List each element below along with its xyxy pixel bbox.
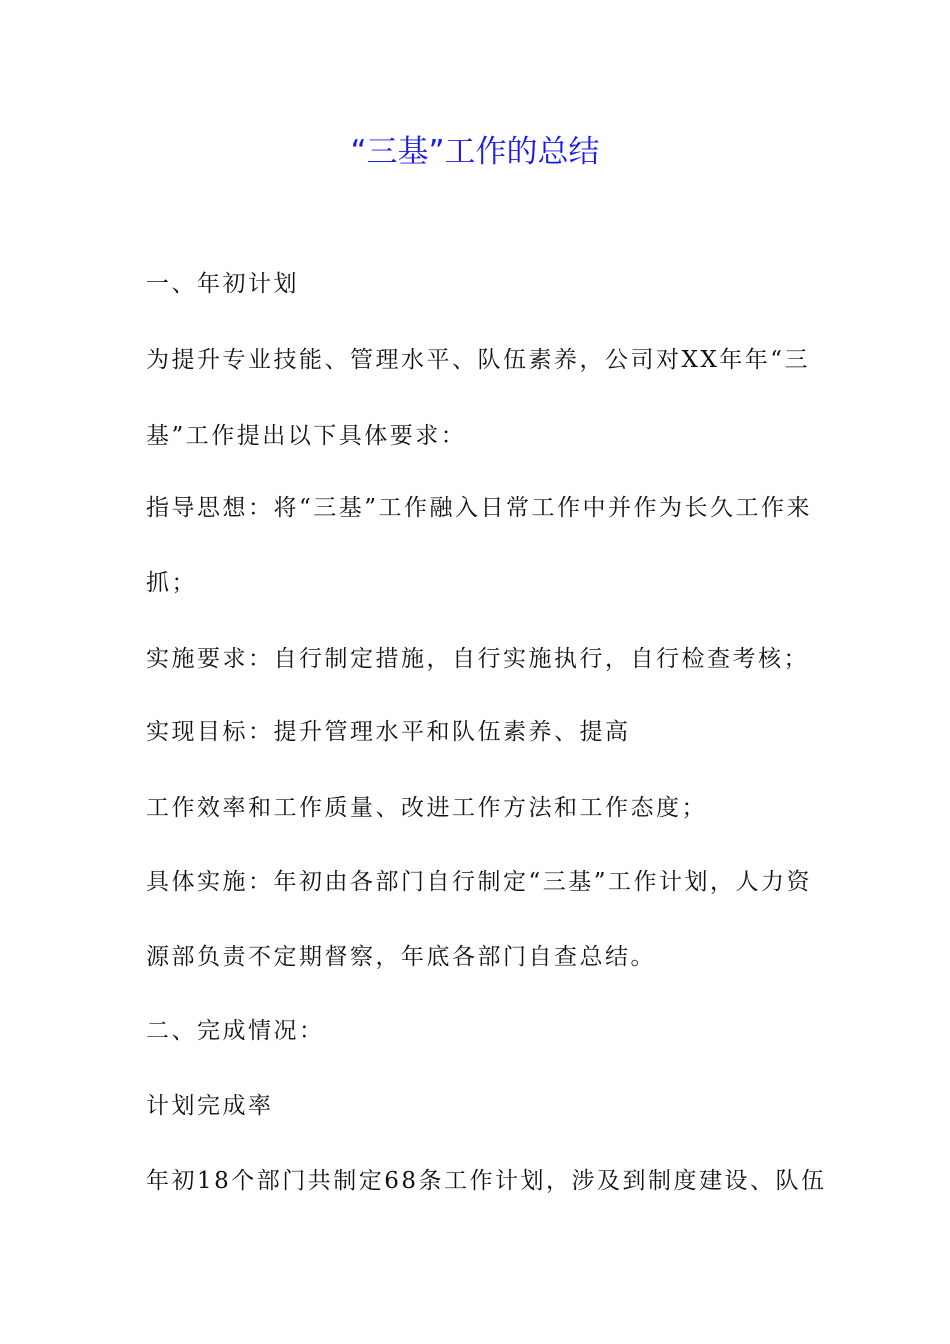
document-title: “三基”工作的总结: [350, 134, 600, 170]
paragraph-line: 抓；: [146, 570, 197, 596]
paragraph-line: 工作效率和工作质量、改进工作方法和工作态度；: [146, 795, 707, 821]
paragraph-line: 源部负责不定期督察，年底各部门自查总结。: [146, 944, 656, 970]
paragraph-line: 实现目标：提升管理水平和队伍素养、提高: [146, 719, 631, 745]
subsection-heading: 计划完成率: [146, 1093, 274, 1119]
paragraph-line: 为提升专业技能、管理水平、队伍素养，公司对XX年年“三: [146, 347, 811, 373]
paragraph-line: 具体实施：年初由各部门自行制定“三基”工作计划，人力资: [146, 869, 813, 895]
section-heading-completion: 二、完成情况：: [146, 1018, 325, 1044]
section-heading-plan: 一、年初计划: [146, 271, 299, 297]
paragraph-line: 指导思想：将“三基”工作融入日常工作中并作为长久工作来: [146, 495, 813, 521]
paragraph-line: 实施要求：自行制定措施，自行实施执行，自行检查考核；: [146, 646, 809, 672]
paragraph-line: 基”工作提出以下具体要求：: [146, 423, 467, 449]
paragraph-line: 年初18个部门共制定68条工作计划，涉及到制度建设、队伍: [146, 1168, 827, 1194]
